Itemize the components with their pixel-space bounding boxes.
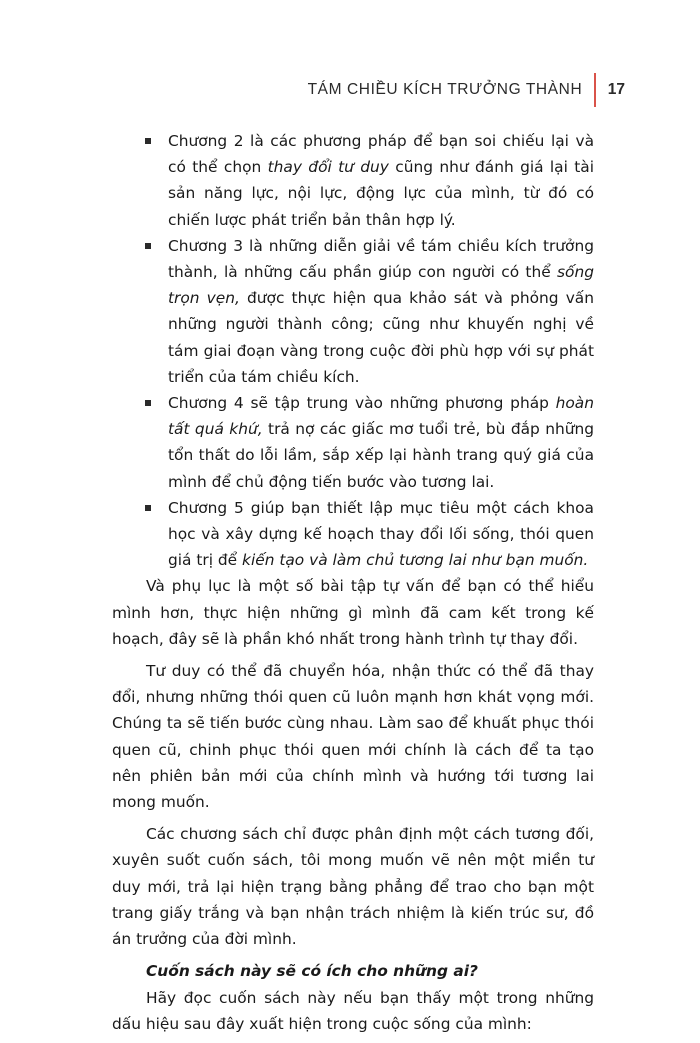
body-paragraph: Tư duy có thể đã chuyển hóa, nhận thức có thể đã thay đổi, nhưng những thói quen cũ luôn mạnh hơn khát vọng mới. Chúng ta sẽ tiến bước cùng nhau. Làm sao để khuất phục thói quen cũ, chinh phục thói quen mới chính là cách để ta tạo nên phiên bản mới của chính mình và hướng tới tương lai mong muốn. (112, 662, 594, 812)
list-item (112, 128, 594, 233)
list-item-text: Chương 2 là các phương pháp để bạn soi chiếu lại và có thể chọn (168, 132, 594, 177)
square-bullet-icon (145, 400, 151, 406)
list-item-emphasis: sống trọn vẹn, (168, 263, 594, 308)
list-item-emphasis: thay đổi tư duy (267, 158, 389, 177)
body-paragraph: Hãy đọc cuốn sách này nếu bạn thấy một trong những dấu hiệu sau đây xuất hiện trong cuộc sống của mình: (112, 988, 594, 1033)
list-item-text: Chương 5 giúp bạn thiết lập mục tiêu một cách khoa học và xây dựng kế hoạch thay đổi lối sống, thói quen giá trị để (168, 498, 594, 570)
page-number: 17 (607, 81, 625, 98)
list-item (112, 233, 594, 390)
list-item-emphasis: kiến tạo và làm chủ tương lai như bạn muốn. (242, 551, 589, 570)
list-item-emphasis: hoàn tất quá khứ, (168, 394, 594, 439)
running-header (308, 72, 625, 108)
list-item-text: Chương 4 sẽ tập trung vào những phương pháp (168, 394, 556, 413)
square-bullet-icon (145, 138, 151, 144)
body-paragraph: Các chương sách chỉ được phân định một cách tương đối, xuyên suốt cuốn sách, tôi mong muốn vẽ nên một miền tư duy mới, trả lại hiện trạng bằng phẳng để trao cho bạn một trang giấy trắng và bạn nhận trách nhiệm là kiến trúc sư, đồ án trưởng của đời mình. (112, 825, 594, 949)
chapter-list (112, 128, 594, 573)
list-item-text: Chương 3 là những diễn giải về tám chiều kích trưởng thành, là những cấu phần giúp con người có thể (168, 236, 594, 282)
list-item-text: trả nợ các giấc mơ tuổi trẻ, bù đắp những tổn thất do lỗi lầm, sắp xếp lại hành trang quý giá của mình để chủ động tiến bước vào tương lai. (168, 420, 594, 491)
page-body (112, 128, 594, 1043)
list-item (112, 390, 594, 495)
list-item-text: cũng như đánh giá lại tài sản năng lực, nội lực, động lực của mình, từ đó có chiến lược phát triển bản thân hợp lý. (168, 158, 594, 229)
list-item-text: được thực hiện qua khảo sát và phỏng vấn những người thành công; cũng như khuyến nghị về tám giai đoạn vàng trong cuộc đời phù hợp với sự phát triển của tám chiều kích. (168, 289, 594, 386)
square-bullet-icon (145, 505, 151, 511)
running-header-title: TÁM CHIỀU KÍCH TRƯỞNG THÀNH (307, 81, 583, 98)
square-bullet-icon (145, 243, 151, 249)
section-heading: Cuốn sách này sẽ có ích cho những ai? (146, 962, 478, 981)
body-paragraph: Và phụ lục là một số bài tập tự vấn để bạn có thể hiểu mình hơn, thực hiện những gì mình đã cam kết trong kế hoạch, đây sẽ là phần khó nhất trong hành trình tự thay đổi. (112, 577, 594, 648)
list-item (112, 495, 594, 574)
